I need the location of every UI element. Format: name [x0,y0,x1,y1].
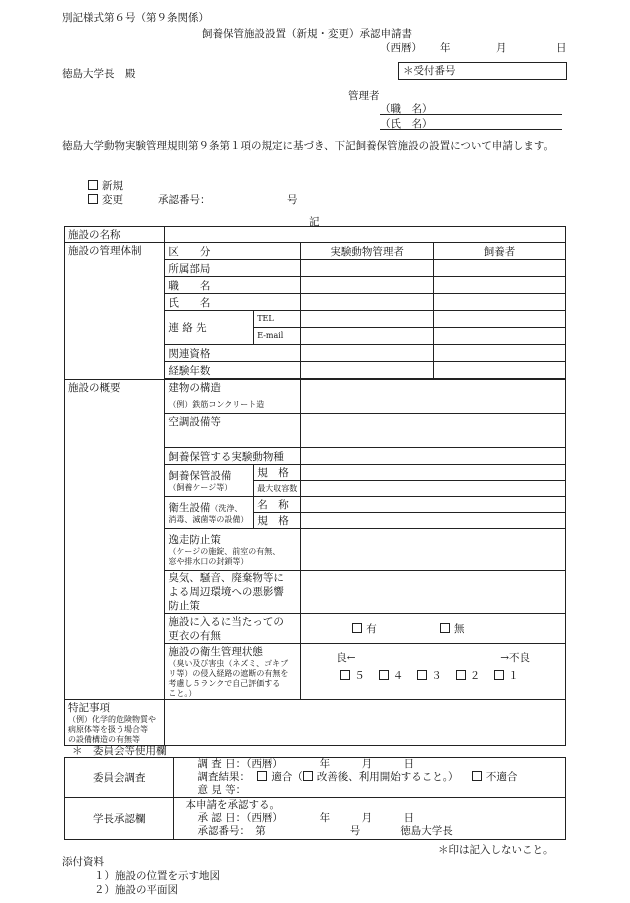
experience-keeper-field[interactable] [434,362,566,379]
remarks-label: 特記事項 [68,702,110,714]
rank-option[interactable] [494,670,519,682]
keeping-eq-label: 飼養保管設備 [168,470,232,482]
rank-checkbox[interactable] [456,670,466,680]
dept-manager-field[interactable] [301,260,434,277]
structure-field[interactable] [301,380,566,414]
clothes-yes-label: 有 [366,623,377,635]
intro-text: 徳島大学動物実験管理規則第９条第１項の規定に基づき、下記飼養保管施設の設置について申請します。 [62,140,555,152]
rank-label: ３ [431,670,442,682]
result-ng-checkbox[interactable] [472,771,482,781]
change-checkbox[interactable] [88,194,98,204]
clothes-yes[interactable] [352,623,377,635]
environment-line-3: 防止策 [168,600,200,612]
remarks-example-3: の設備構造の有無等 [68,735,140,744]
post-label: 職 名 [165,277,301,294]
escape-label: 逸走防止策 [168,534,221,546]
manager-post-field[interactable] [380,101,562,115]
sanitary-eq-example-2: 消毒、滅菌等の設備） [168,515,249,524]
approval-number-text: 承認番号： 第 号 [197,825,361,837]
rank-options [340,668,562,683]
date-day: 日 [556,42,567,54]
survey-result-label: 調査結果： [197,771,250,783]
addressee: 徳島大学長 殿 [62,68,136,80]
escape-example-2: 窓や排水口の封鎖等） [168,557,249,566]
species-label: 飼養保管する実験動物種 [165,448,301,465]
option-change[interactable] [88,192,123,207]
committee-table [64,757,566,840]
structure-label: 建物の構造 [168,382,221,394]
experience-manager-field[interactable] [301,362,434,379]
max-capacity-label: 最大収容数 [254,481,301,497]
experience-label: 経験年数 [165,362,301,379]
spec-field[interactable] [301,465,566,481]
max-capacity-field[interactable] [301,481,566,497]
clothes-no[interactable] [440,623,465,635]
facility-name-field[interactable] [165,227,566,243]
manager-post-label: （職 名） [380,103,433,115]
keeping-eq-example: （飼養ケージ等） [168,483,233,492]
rank-checkbox[interactable] [379,670,389,680]
clothes-yes-checkbox[interactable] [352,623,362,633]
clothes-line-2: 更衣の有無 [168,629,221,642]
change-label: 変更 [102,194,123,206]
spec-label: 規 格 [254,465,301,481]
manager-label: 管理者 [348,90,380,102]
rank-checkbox[interactable] [417,670,427,680]
email-label: E-mail [254,328,301,345]
new-label: 新規 [102,180,123,192]
tel-label: TEL [254,311,301,328]
remarks-row [65,700,566,746]
structure-example: （例）鉄筋コンクリート造 [168,400,265,409]
attachment-item: １）施設の位置を示す地図 [94,870,220,882]
sanitary-eq-cell [165,497,254,529]
clothes-no-label: 無 [454,623,465,635]
qualification-manager-field[interactable] [301,345,434,362]
hygiene-cell [165,644,301,700]
date-month: 月 [496,42,507,54]
survey-result [177,771,562,784]
dept-keeper-field[interactable] [434,260,566,277]
spec2-field[interactable] [301,513,566,529]
contact-label: 連 絡 先 [165,311,254,345]
rank-option[interactable] [379,670,404,682]
date-year: 年 [440,42,451,54]
committee-row [65,758,566,798]
document-title: 飼養保管施設設置（新規・変更）承認申請書 [202,28,412,40]
item-name-field[interactable] [301,497,566,513]
qualification-keeper-field[interactable] [434,345,566,362]
hygiene-example-2: リ等）の侵入経路の遮断の有無を [168,669,289,678]
name-manager-field[interactable] [301,294,434,311]
email-manager-field[interactable] [301,328,434,345]
environment-line-2: よる周辺環境への悪影響 [168,586,284,598]
remarks-example-2: 病原体等を扱う場合等 [68,725,148,734]
structure-cell [165,380,301,414]
name-keeper-field[interactable] [434,294,566,311]
item-name-label: 名 称 [254,497,301,513]
hygiene-example-3: 考慮し５ランクで自己評価する [168,679,281,688]
result-cond-label: 改善後、利用開始すること。） [316,771,459,783]
kubun-label: 区 分 [165,243,301,260]
attachments-label: 添付資料 [62,856,104,868]
president-row [65,798,566,840]
remarks-cell [65,700,165,746]
post-manager-field[interactable] [301,277,434,294]
approve-text: 本申請を承認する。 [185,799,280,811]
aircon-label: 空調設備等 [165,414,301,448]
col-keeper-header: 飼養者 [434,243,566,260]
result-ng-label: 不適合 [485,771,518,783]
president-signer: 徳島大学長 [400,825,453,837]
clothes-options [301,614,566,644]
rank-checkbox[interactable] [494,670,504,680]
attachment-item: ２）施設の平面図 [94,884,178,896]
rank-option[interactable] [340,670,365,682]
hygiene-example-1: （臭い及び害虫（ネズミ、ゴキブ [168,659,289,668]
option-new[interactable] [88,178,123,193]
overview-label: 施設の概要 [65,380,165,700]
aircon-field[interactable] [301,414,566,448]
remarks-example-1: （例）化学的危険物質や [68,715,156,724]
escape-field[interactable] [301,529,566,571]
environment-cell [165,571,301,614]
form-reference: 別記様式第６号（第９条関係） [62,12,209,24]
note: ＊印は記入しないこと。 [438,844,554,856]
keeping-eq-cell [165,465,254,497]
hygiene-label: 施設の衛生管理状態 [168,646,263,658]
clothes-no-checkbox[interactable] [440,623,450,633]
name-label: 氏 名 [165,294,301,311]
rank-option[interactable] [456,670,481,682]
hygiene-rating [301,644,566,700]
species-field[interactable] [301,448,566,465]
opinion: 意 見 等： [197,784,247,796]
facility-name-label: 施設の名称 [65,227,165,243]
bad-label: →不良 [500,652,531,664]
rank-label: １ [508,670,519,682]
qualification-label: 関連資格 [165,345,301,362]
committee-content [174,758,566,798]
environment-line-1: 臭気、騒音、廃棄物等に [168,572,284,584]
remarks-field[interactable] [165,700,566,746]
approval-number-label: 承認番号： [158,194,211,206]
date-era: （西暦） [380,42,422,54]
col-manager-header: 実験動物管理者 [301,243,434,260]
environment-field[interactable] [301,571,566,614]
tel-keeper-field[interactable] [434,311,566,328]
rank-checkbox[interactable] [340,670,350,680]
manager-name-label: （氏 名） [380,118,433,130]
survey-date: 調 査 日：（西暦） 年 月 日 [197,758,415,770]
result-ok-label: 適合（ [271,771,303,783]
post-keeper-field[interactable] [434,277,566,294]
spec2-label: 規 格 [254,513,301,529]
result-ok-checkbox[interactable] [257,771,267,781]
tel-manager-field[interactable] [301,311,434,328]
receipt-number-box[interactable]: ＊受付番号 [398,62,567,80]
good-label: 良← [336,652,356,664]
approval-number-suffix: 号 [287,194,298,206]
result-cond-checkbox[interactable] [303,771,313,781]
ki-heading: 記 [309,216,320,228]
sanitary-eq-label: 衛生設備 [168,502,211,514]
main-table [64,226,566,746]
clothes-cell [165,614,301,644]
approval-number [177,825,562,838]
president-label: 学長承認欄 [65,798,174,840]
rank-label: ５ [354,670,365,682]
hygiene-example-4: こと。） [168,689,197,698]
dept-label: 所属部局 [165,260,301,277]
approval-date: 承 認 日：（西暦） 年 月 日 [197,812,415,824]
president-content [174,798,566,840]
rank-label: ４ [392,670,404,682]
rank-option[interactable] [417,670,442,682]
facility-name-row [65,227,566,243]
structure-row [65,380,566,414]
manager-name-field[interactable] [380,116,562,130]
management-label: 施設の管理体制 [65,243,165,380]
escape-example-1: （ケージの施錠、前室の有無、 [168,547,281,556]
new-checkbox[interactable] [88,180,98,190]
committee-heading: ＊ 委員会等使用欄 [72,745,167,757]
kubun-row [65,243,566,260]
email-keeper-field[interactable] [434,328,566,345]
escape-cell [165,529,301,571]
clothes-line-1: 施設に入るに当たっての [168,615,284,628]
rank-label: ２ [469,670,481,682]
committee-label: 委員会調査 [65,758,174,798]
sanitary-eq-example-1: （洗浄、 [210,504,243,513]
